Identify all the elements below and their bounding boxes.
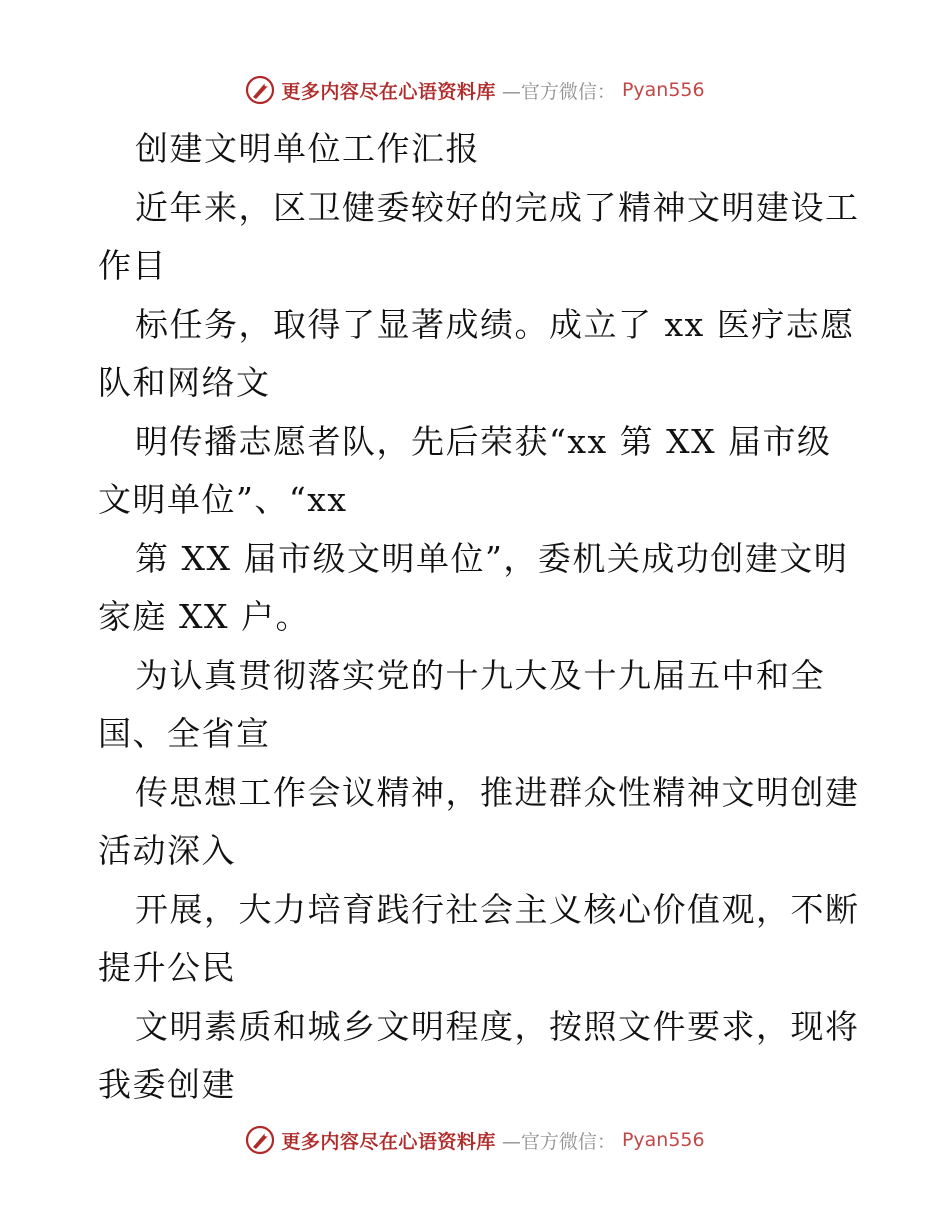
text-line: 近年来，区卫健委较好的完成了精神文明建设工 bbox=[135, 187, 860, 227]
text-line: 明传播志愿者队，先后荣获“xx 第 XX 届市级 bbox=[135, 421, 832, 461]
text-line: 第 XX 届市级文明单位”，委机关成功创建文明 bbox=[135, 538, 849, 578]
text-line: 国、全省宣 bbox=[98, 714, 271, 753]
document-body bbox=[98, 120, 858, 1115]
text-line: 为认真贯彻落实党的十九大及十九届五中和全 bbox=[135, 655, 825, 695]
text-line: 标任务，取得了显著成绩。成立了 xx 医疗志愿 bbox=[135, 304, 855, 344]
watermark-text: 更多内容尽在心语资料库 bbox=[281, 80, 496, 103]
text-line: 活动深入 bbox=[98, 831, 236, 870]
text-line: 文明单位”、“xx bbox=[98, 480, 348, 519]
text-line: 队和网络文 bbox=[98, 363, 271, 402]
watermark-handle: Pyan556 bbox=[621, 1129, 705, 1151]
pen-logo-icon bbox=[245, 1125, 275, 1155]
text-line: 文明素质和城乡文明程度，按照文件要求，现将 bbox=[135, 1006, 860, 1046]
watermark-separator: —官方微信： bbox=[501, 80, 616, 103]
text-line: 作目 bbox=[98, 246, 167, 285]
document-title: 创建文明单位工作汇报 bbox=[135, 129, 480, 168]
text-line: 提升公民 bbox=[98, 948, 236, 987]
footer-watermark bbox=[0, 1120, 950, 1160]
text-line: 我委创建 bbox=[98, 1065, 236, 1104]
pen-logo-icon bbox=[245, 75, 275, 105]
text-line: 家庭 XX 户。 bbox=[98, 597, 310, 636]
watermark-separator: —官方微信： bbox=[501, 1130, 616, 1153]
header-watermark bbox=[0, 70, 950, 110]
text-line: 开展，大力培育践行社会主义核心价值观，不断 bbox=[135, 889, 860, 929]
watermark-text: 更多内容尽在心语资料库 bbox=[281, 1130, 496, 1153]
text-line: 传思想工作会议精神，推进群众性精神文明创建 bbox=[135, 772, 860, 812]
watermark-handle: Pyan556 bbox=[621, 79, 705, 101]
